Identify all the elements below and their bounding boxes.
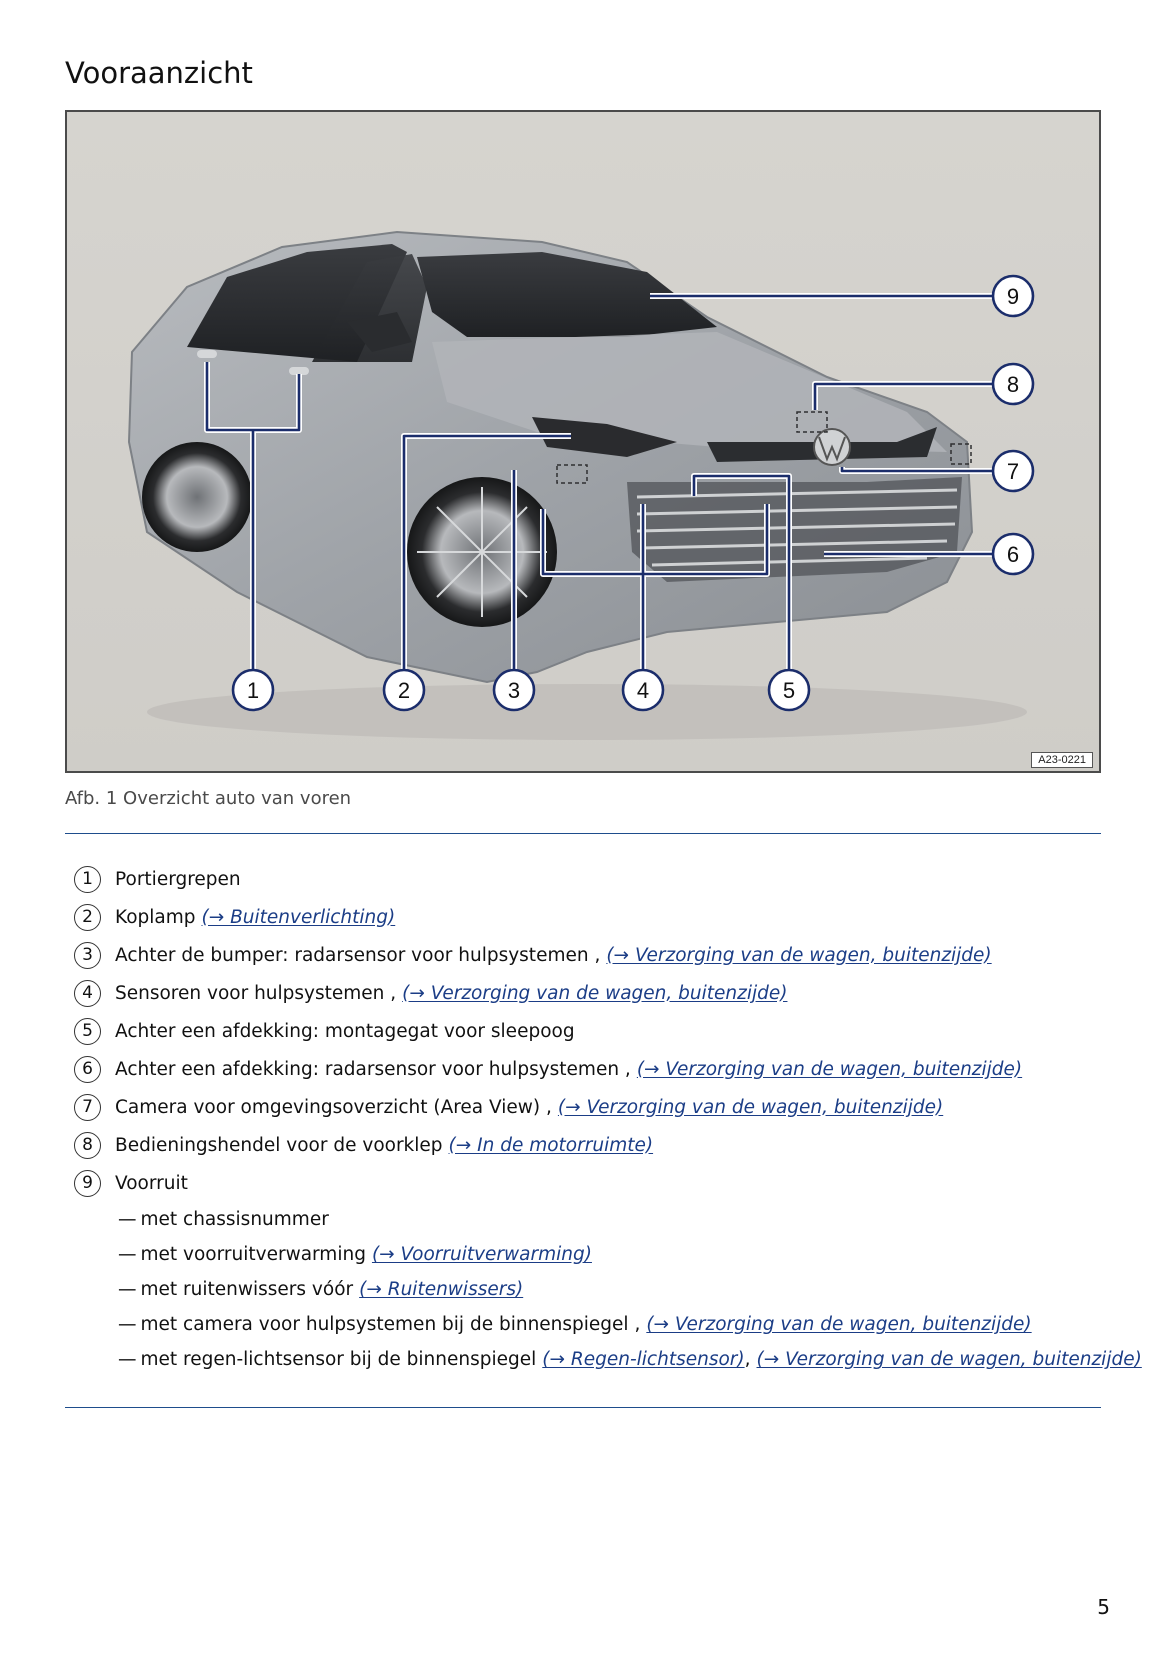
legend-number-badge: 2 bbox=[74, 904, 101, 931]
callout-9 bbox=[993, 276, 1033, 316]
ref-separator: , bbox=[744, 1349, 751, 1370]
legend-sub-item bbox=[118, 1237, 1104, 1272]
cross-reference-link[interactable]: (→ Verzorging van de wagen, buitenzijde) bbox=[636, 1058, 1023, 1080]
figure-code: A23-0221 bbox=[1031, 752, 1093, 768]
car-shadow bbox=[147, 684, 1027, 740]
legend-text: Sensoren voor hulpsystemen , bbox=[115, 982, 397, 1004]
legend-number-badge: 5 bbox=[74, 1018, 101, 1045]
legend-sub-text: met ruitenwissers vóór bbox=[140, 1279, 354, 1300]
legend-item bbox=[74, 1050, 1104, 1088]
callout-6 bbox=[993, 534, 1033, 574]
legend-sub-text: met regen-lichtsensor bij de binnenspiegel bbox=[140, 1349, 537, 1370]
legend-number-badge: 6 bbox=[74, 1056, 101, 1083]
callout-5-label: 5 bbox=[782, 678, 796, 703]
legend-sub-text: met chassisnummer bbox=[140, 1209, 329, 1230]
legend-sub-text: met camera voor hulpsystemen bij de binnenspiegel , bbox=[140, 1314, 641, 1335]
callout-4 bbox=[623, 670, 663, 710]
car-illustration bbox=[67, 112, 1099, 771]
figure-caption: Afb. 1 Overzicht auto van voren bbox=[65, 788, 352, 809]
legend-item bbox=[74, 1126, 1104, 1164]
legend-number-badge: 3 bbox=[74, 942, 101, 969]
legend-number-badge: 8 bbox=[74, 1132, 101, 1159]
legend-number-badge: 9 bbox=[74, 1170, 101, 1197]
em-dash: — bbox=[118, 1349, 137, 1370]
cross-reference-link[interactable]: (→ Voorruitverwarming) bbox=[371, 1244, 592, 1265]
cross-reference-link[interactable]: (→ Regen-lichtsensor) bbox=[542, 1349, 745, 1370]
cross-reference-link[interactable]: (→ Verzorging van de wagen, buitenzijde) bbox=[606, 944, 992, 966]
page-title: Vooraanzicht bbox=[65, 56, 253, 90]
rear-wheel bbox=[142, 442, 252, 552]
callout-7 bbox=[993, 451, 1033, 491]
callout-7-label: 7 bbox=[1006, 459, 1020, 484]
legend-item bbox=[74, 1088, 1104, 1126]
legend-text: Achter een afdekking: radarsensor voor hulpsystemen , bbox=[115, 1058, 631, 1080]
callout-8 bbox=[993, 364, 1033, 404]
cross-reference-link[interactable]: (→ Ruitenwissers) bbox=[359, 1279, 524, 1300]
legend-item bbox=[74, 1012, 1104, 1050]
legend-list bbox=[74, 860, 1142, 1377]
legend-text: Koplamp bbox=[115, 906, 196, 928]
callout-9-label: 9 bbox=[1006, 284, 1020, 309]
legend-sub-item bbox=[118, 1307, 1104, 1342]
callout-2 bbox=[384, 670, 424, 710]
legend-sub-item bbox=[118, 1342, 1142, 1377]
legend-item bbox=[74, 1164, 1104, 1202]
legend-items bbox=[74, 860, 1104, 1202]
legend-item bbox=[74, 936, 1104, 974]
cross-reference-link[interactable]: (→ In de motorruimte) bbox=[448, 1134, 654, 1156]
legend-text: Camera voor omgevingsoverzicht (Area View) , bbox=[115, 1096, 552, 1118]
legend-number-badge: 4 bbox=[74, 980, 101, 1007]
callout-3-label: 3 bbox=[507, 678, 521, 703]
callout-8-label: 8 bbox=[1006, 372, 1020, 397]
page-number: 5 bbox=[1097, 1595, 1110, 1619]
legend-number-badge: 7 bbox=[74, 1094, 101, 1121]
cross-reference-link[interactable]: (→ Buitenverlichting) bbox=[201, 906, 396, 928]
callout-3 bbox=[494, 670, 534, 710]
legend-item bbox=[74, 860, 1104, 898]
legend-sub-item bbox=[118, 1202, 1104, 1237]
legend-text: Voorruit bbox=[115, 1172, 188, 1194]
em-dash: — bbox=[118, 1244, 137, 1265]
legend-text: Bedieningshendel voor de voorklep bbox=[115, 1134, 443, 1156]
legend-sub-text: met voorruitverwarming bbox=[140, 1244, 366, 1265]
legend-text: Achter een afdekking: montagegat voor sleepoog bbox=[115, 1020, 575, 1042]
legend-item bbox=[74, 898, 1104, 936]
cross-reference-link[interactable]: (→ Verzorging van de wagen, buitenzijde) bbox=[646, 1314, 1032, 1335]
legend-sub-item bbox=[118, 1272, 1104, 1307]
callout-6-label: 6 bbox=[1006, 542, 1020, 567]
callout-2-label: 2 bbox=[397, 678, 411, 703]
em-dash: — bbox=[118, 1279, 137, 1300]
cross-reference-link[interactable]: (→ Verzorging van de wagen, buitenzijde) bbox=[557, 1096, 944, 1118]
cross-reference-link[interactable]: (→ Verzorging van de wagen, buitenzijde) bbox=[756, 1349, 1142, 1370]
callout-4-label: 4 bbox=[636, 678, 650, 703]
em-dash: — bbox=[118, 1314, 137, 1335]
em-dash: — bbox=[118, 1209, 137, 1230]
rear-door-handle bbox=[197, 350, 217, 358]
cross-reference-link[interactable]: (→ Verzorging van de wagen, buitenzijde) bbox=[402, 982, 788, 1004]
callout-5 bbox=[769, 670, 809, 710]
divider-bottom bbox=[65, 1407, 1101, 1408]
car-front-figure bbox=[65, 110, 1101, 773]
legend-text: Achter de bumper: radarsensor voor hulpsystemen , bbox=[115, 944, 601, 966]
callout-1 bbox=[233, 670, 273, 710]
front-door-handle bbox=[289, 367, 309, 375]
legend-sub-items bbox=[118, 1202, 1142, 1377]
callout-1-label: 1 bbox=[246, 678, 260, 703]
legend-text: Portiergrepen bbox=[115, 868, 241, 890]
legend-item bbox=[74, 974, 1104, 1012]
legend-number-badge: 1 bbox=[74, 866, 101, 893]
divider-top bbox=[65, 833, 1101, 834]
